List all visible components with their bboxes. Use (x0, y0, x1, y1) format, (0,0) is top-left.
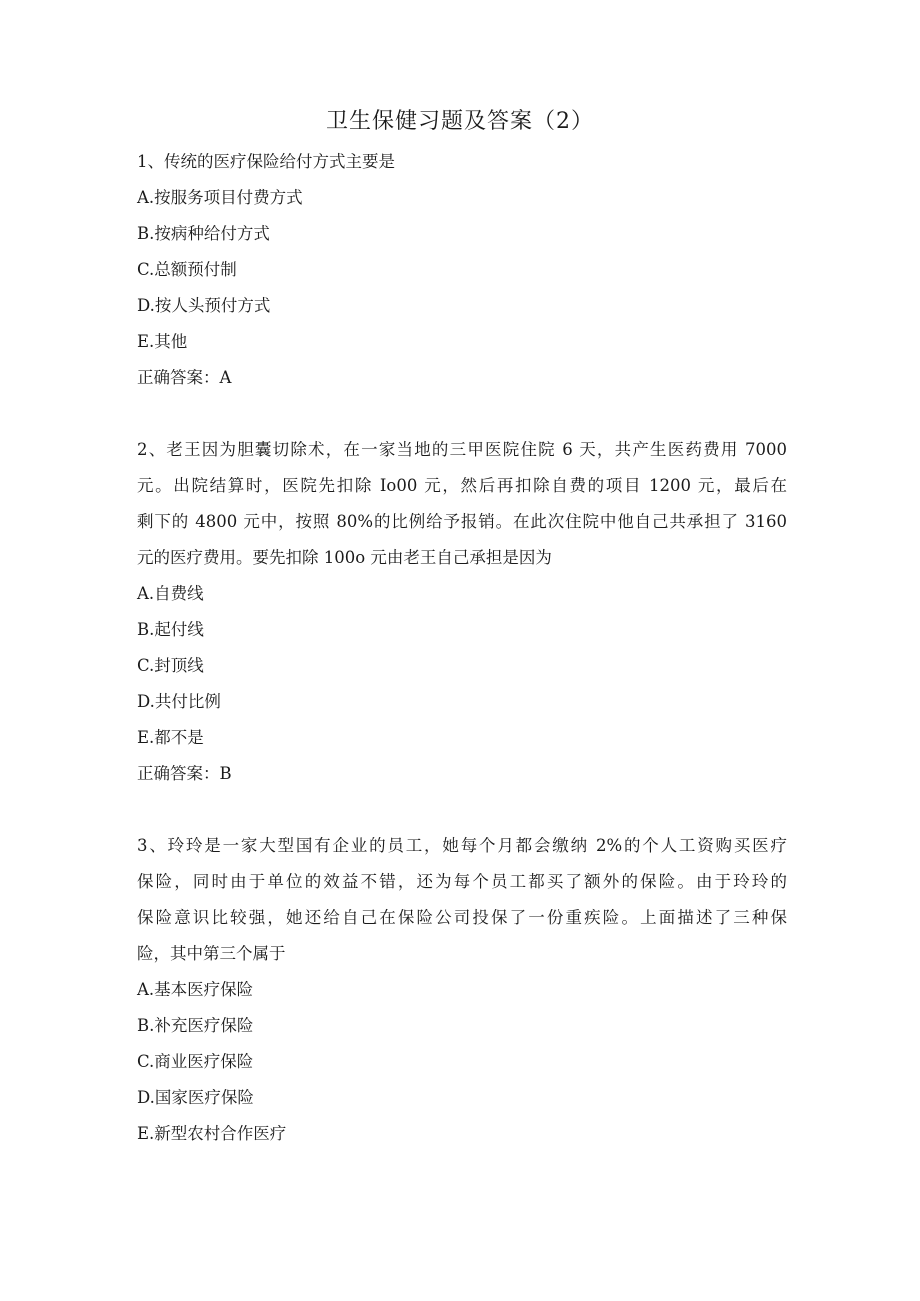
question-stem-line: 险，其中第三个属于 (137, 944, 286, 963)
option-b: B.补充医疗保险 (137, 1016, 254, 1035)
question-stem-line: 剩下的 4800 元中，按照 80%的比例给予报销。在此次住院中他自己共承担了 3160 (137, 512, 787, 531)
question-1 (137, 144, 787, 396)
option-e: E.其他 (137, 332, 188, 351)
option-a: A.按服务项目付费方式 (137, 188, 303, 207)
option-a: A.自费线 (137, 584, 204, 603)
option-b: B.起付线 (137, 620, 204, 639)
option-e: E.新型农村合作医疗 (137, 1124, 287, 1143)
question-stem-line: 1、传统的医疗保险给付方式主要是 (137, 152, 395, 171)
question-stem-line: 3、玲玲是一家大型国有企业的员工，她每个月都会缴纳 2%的个人工资购买医疗 (137, 836, 787, 855)
option-e: E.都不是 (137, 728, 204, 747)
document-title: 卫生保健习题及答案（2） (326, 109, 594, 134)
option-a: A.基本医疗保险 (137, 980, 254, 999)
question-2 (137, 432, 787, 792)
option-d: D.按人头预付方式 (137, 296, 271, 315)
question-stem-line: 保险意识比较强，她还给自己在保险公司投保了一份重疾险。上面描述了三种保 (137, 908, 787, 927)
option-b: B.按病种给付方式 (137, 224, 270, 243)
correct-answer: 正确答案：A (137, 368, 232, 387)
question-stem-line: 保险，同时由于单位的效益不错，还为每个员工都买了额外的保险。由于玲玲的 (137, 872, 787, 891)
option-c: C.总额预付制 (137, 260, 237, 279)
question-3 (137, 828, 787, 1152)
option-c: C.商业医疗保险 (137, 1052, 254, 1071)
option-d: D.共付比例 (137, 692, 221, 711)
option-d: D.国家医疗保险 (137, 1088, 254, 1107)
option-c: C.封顶线 (137, 656, 204, 675)
question-stem-line: 元。出院结算时，医院先扣除 Io00 元，然后再扣除自费的项目 1200 元，最后在 (137, 476, 787, 495)
question-stem-line: 2、老王因为胆囊切除术，在一家当地的三甲医院住院 6 天，共产生医药费用 7000 (137, 440, 787, 459)
question-stem-line: 元的医疗费用。要先扣除 100o 元由老王自己承担是因为 (137, 548, 552, 567)
correct-answer: 正确答案：B (137, 764, 232, 783)
